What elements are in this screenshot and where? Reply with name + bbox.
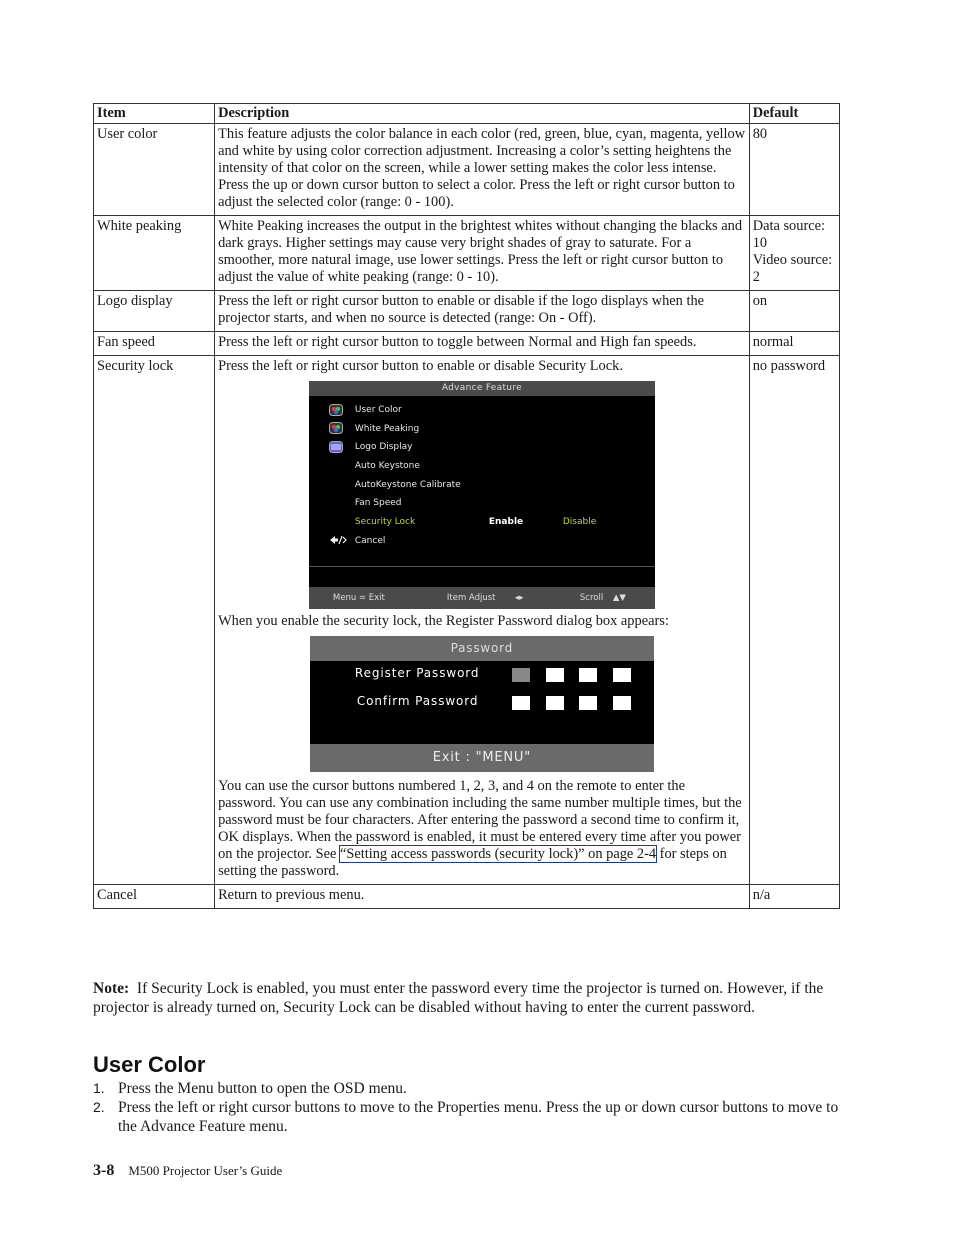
password-digit-box [512, 668, 530, 682]
confirm-password-label: Confirm Password [356, 694, 479, 708]
guide-title: M500 Projector User’s Guide [128, 1163, 283, 1178]
description-cell: White Peaking increases the output in the brightest whites without changing the blacks and dark grays. Higher settings may cause very bright shades of gray to saturate. For a smoother, more natural image, use lower settings. Press the left or right cursor button to adjust the value of white peaking (range: 0 - 10). [215, 216, 750, 291]
register-password-label: Register Password [354, 666, 480, 680]
table-row [94, 885, 840, 909]
default-cell: 80 [749, 124, 839, 216]
header-default: Default [749, 104, 839, 124]
table-header-row [94, 104, 840, 124]
list-item: 1. Press the Menu button to open the OSD menu. [93, 1080, 407, 1097]
password-dialog-exit: Exit : "MENU" [310, 744, 654, 772]
osd-item-security-lock: Security Lock Enable Disable [329, 513, 461, 532]
item-cell: Logo display [94, 291, 215, 332]
default-cell: no password [749, 356, 839, 885]
header-item: Item [94, 104, 215, 124]
page-footer [93, 1162, 282, 1180]
osd-item-list [329, 401, 597, 551]
table-row [94, 124, 840, 216]
logo-icon [329, 441, 343, 453]
default-cell: n/a [749, 885, 839, 909]
page-number: 3-8 [93, 1162, 115, 1179]
osd-disable-option: Disable [562, 517, 597, 528]
description-cell: Press the left or right cursor button to toggle between Normal and High fan speeds. [215, 332, 750, 356]
security-body-text: You can use the cursor buttons numbered 1, 2, 3, and 4 on the remote to enter the password. You can use any combination including the same number multiple times, but the password must be four characters. After entering the password a second time to confirm it, OK displays. When the password is enabled, it must be entered every time after you power on the projector. See “Setting access passwords (security lock)” on page 2-4 for steps on setting the password. [218, 778, 742, 879]
password-dialog-title: Password [310, 636, 654, 661]
osd-footer-exit: Menu = Exit [332, 593, 385, 603]
header-description: Description [215, 104, 750, 124]
osd-item-logo-display: Logo Display [329, 438, 461, 457]
back-icon [329, 534, 343, 546]
password-digit-box [613, 668, 631, 682]
steps-list [93, 1079, 840, 1136]
item-cell: Security lock [94, 356, 215, 885]
osd-enable-option: Enable [488, 517, 524, 528]
description-cell: Return to previous menu. [215, 885, 750, 909]
description-cell [215, 356, 750, 885]
osd-item-user-color: User Color [329, 401, 461, 420]
description-cell: Press the left or right cursor button to enable or disable if the logo displays when the projector starts, and when no source is detected (range: On - Off). [215, 291, 750, 332]
default-cell [749, 216, 839, 291]
note-paragraph [93, 979, 840, 1017]
table-row [94, 291, 840, 332]
table-row [94, 356, 840, 885]
osd-title: Advance Feature [309, 381, 655, 396]
password-digit-box [546, 696, 564, 710]
color-icon [329, 422, 343, 434]
section-title: User Color [93, 1052, 206, 1077]
color-icon [329, 404, 343, 416]
default-line: Data source: [752, 218, 826, 234]
osd-divider [309, 566, 655, 567]
osd-item-fan-speed: Fan Speed [354, 498, 402, 509]
settings-table [93, 103, 840, 909]
item-cell: White peaking [94, 216, 215, 291]
password-digit-box [512, 696, 530, 710]
password-digit-box [579, 696, 597, 710]
password-dialog-screenshot [310, 636, 654, 772]
password-digit-box [579, 668, 597, 682]
osd-footer-scroll: Scroll [579, 593, 604, 603]
item-cell: User color [94, 124, 215, 216]
osd-menu-screenshot [309, 381, 655, 609]
security-mid-text: When you enable the security lock, the Register Password dialog box appears: [218, 613, 669, 629]
setting-access-passwords-link[interactable]: “Setting access passwords (security lock)” on page 2-4 [339, 846, 657, 862]
default-cell: normal [749, 332, 839, 356]
osd-item-white-peaking: White Peaking [329, 420, 461, 439]
table-row [94, 332, 840, 356]
left-right-arrows-icon: ◂▸ [514, 593, 524, 603]
password-digit-box [546, 668, 564, 682]
up-down-arrows-icon: ▲▼ [612, 593, 626, 603]
item-cell: Fan speed [94, 332, 215, 356]
password-digit-box [613, 696, 631, 710]
note-label: Note: [93, 980, 130, 997]
default-line: Video source: [752, 252, 833, 268]
item-cell: Cancel [94, 885, 215, 909]
osd-footer-adjust: Item Adjust [446, 593, 496, 603]
description-cell: This feature adjusts the color balance in each color (red, green, blue, cyan, magenta, yellow and white by using color correction adjustment. Increasing a color’s setting heightens the intensity of that color on the screen, while a lower setting makes the color less intense. Press the up or down cursor button to select a color. Press the left or right cursor button to adjust the selected color (range: 0 - 100). [215, 124, 750, 216]
osd-item-autokeystone-calibrate: AutoKeystone Calibrate [354, 479, 461, 490]
default-line: 2 [752, 269, 760, 285]
default-line: 10 [752, 235, 768, 251]
list-item: 2. Press the left or right cursor buttons to move to the Properties menu. Press the up or down cursor buttons to move to the Advance Feature menu. [93, 1099, 839, 1135]
table-row [94, 216, 840, 291]
security-intro-text: Press the left or right cursor button to enable or disable Security Lock. [218, 358, 623, 374]
osd-footer [309, 587, 655, 609]
default-cell: on [749, 291, 839, 332]
osd-item-cancel: Cancel [329, 532, 461, 551]
osd-item-auto-keystone: Auto Keystone [354, 461, 420, 472]
note-text: If Security Lock is enabled, you must enter the password every time the projector is turned on. However, if the projector is already turned on, Security Lock can be disabled without having to enter the current password. [93, 980, 824, 1016]
